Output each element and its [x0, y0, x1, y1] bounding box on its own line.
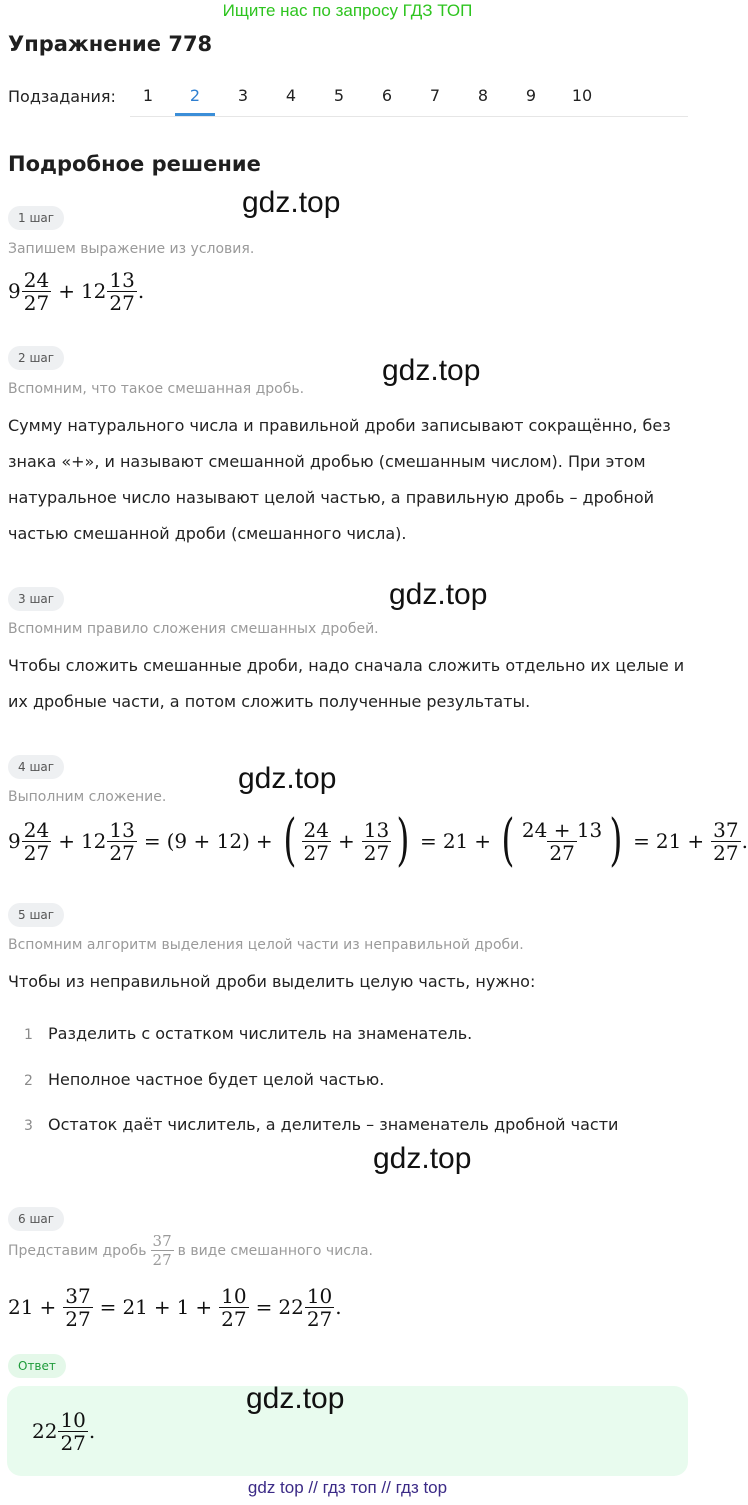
fraction: $\frac{24}{27}$: [23, 267, 50, 315]
subtasks-label: Подзадания:: [8, 87, 116, 106]
tab-6[interactable]: 6: [381, 86, 393, 105]
tab-9[interactable]: 9: [525, 86, 537, 105]
fraction: $\frac{13}{27}$: [109, 817, 135, 865]
step-6-hint: Представим дробь $\frac{37}{27}$ в виде смешанного числа.: [8, 1232, 373, 1269]
section-title: Подробное решение: [8, 152, 261, 176]
top-banner: Ищите нас по запросу ГДЗ ТОП: [222, 1, 473, 20]
step-6-expression: 21 + $\frac{37}{27}$ = 21 + 1 + $\frac{10}{27}$ = 22 $\frac{10}{27}$ .: [8, 1283, 342, 1331]
watermark: gdz.top: [382, 354, 481, 387]
watermark: gdz.top: [389, 578, 488, 611]
whole-part: 12: [80, 279, 107, 303]
step-1-expression: 9 $\frac{24}{27}$ + 12 $\frac{13}{27}$ .: [8, 267, 145, 315]
fraction: $\frac{13}{27}$: [109, 267, 135, 315]
whole-part: 9: [8, 279, 21, 303]
step-1-hint: Запишем выражение из условия.: [8, 241, 255, 257]
fraction: $\frac{10}{27}$: [221, 1283, 247, 1331]
step-5-badge: 5 шаг: [8, 903, 64, 927]
step-3-text: Чтобы сложить смешанные дроби, надо сначала сложить отдельно их целые и их дробные части, а потом сложить полученные результаты.: [8, 656, 685, 711]
step-6-badge: 6 шаг: [8, 1207, 64, 1231]
list-item: 1 Разделить с остатком числитель на знаменатель.: [24, 1024, 473, 1043]
step-5-text: Чтобы из неправильной дроби выделить целую часть, нужно:: [8, 972, 536, 991]
active-tab-underline: [175, 113, 215, 116]
list-item: 2 Неполное частное будет целой частью.: [24, 1070, 385, 1089]
watermark: gdz.top: [238, 762, 337, 795]
list-item: 3 Остаток даёт числитель, а делитель – знаменатель дробной части: [24, 1115, 619, 1134]
step-2-text: Сумму натурального числа и правильной дроби записывают сокращённо, без знака «+», и называют смешанной дробью (смешанным числом). При этом натуральное число называют целой частью, а правильную дробь – дробной частью смешанной дроби (смешанного числа).: [8, 416, 671, 543]
tab-3[interactable]: 3: [237, 86, 249, 105]
fraction: $\frac{24}{27}$: [23, 817, 50, 865]
watermark: gdz.top: [242, 186, 341, 219]
footer-links[interactable]: gdz top // гдз топ // гдз top: [247, 1478, 448, 1497]
answer-badge: Ответ: [8, 1354, 66, 1378]
tab-2[interactable]: 2: [189, 86, 201, 105]
fraction: $\frac{10}{27}$: [60, 1407, 86, 1455]
fraction: $\frac{13}{27}$: [363, 817, 390, 865]
page-title: Упражнение 778: [8, 32, 213, 56]
watermark: gdz.top: [246, 1382, 345, 1415]
step-3-hint: Вспомним правило сложения смешанных дробей.: [8, 621, 379, 637]
fraction: $\frac{24}{27}$: [303, 817, 329, 865]
answer-expression: 22 $\frac{10}{27}$ .: [32, 1407, 96, 1455]
step-5-hint: Вспомним алгоритм выделения целой части из неправильной дроби.: [8, 937, 524, 953]
step-4-badge: 4 шаг: [8, 755, 64, 779]
step-2-badge: 2 шаг: [8, 346, 64, 370]
step-4-hint: Выполним сложение.: [8, 789, 167, 805]
answer-box: [7, 1386, 688, 1476]
fraction: $\frac{37}{27}$: [713, 817, 739, 865]
tab-10[interactable]: 10: [571, 86, 593, 105]
step-2-hint: Вспомним, что такое смешанная дробь.: [8, 381, 305, 397]
fraction: $\frac{24 + 13}{27}$: [521, 817, 603, 865]
step-4-expression: 9 $\frac{24}{27}$ + 12 $\frac{13}{27}$ = (9 + 12) + ( $\frac{24}{27}$ + $\frac{13}{27}$ ) = 21 + ( $\frac{24 + 13}{27}$ ) = 21 + $\frac{37}{27}$ .: [8, 808, 748, 873]
tab-1[interactable]: 1: [142, 86, 154, 105]
tab-8[interactable]: 8: [477, 86, 489, 105]
step-3-badge: 3 шаг: [8, 587, 64, 611]
fraction: $\frac{10}{27}$: [306, 1283, 333, 1331]
inline-fraction: $\frac{37}{27}$: [152, 1232, 172, 1269]
fraction: $\frac{37}{27}$: [65, 1283, 91, 1331]
tab-7[interactable]: 7: [429, 86, 441, 105]
subtasks-tabs: [130, 80, 688, 117]
tab-4[interactable]: 4: [285, 86, 297, 105]
tab-5[interactable]: 5: [333, 86, 345, 105]
watermark: gdz.top: [373, 1142, 472, 1175]
plus-sign: +: [58, 279, 75, 303]
step-1-badge: 1 шаг: [8, 206, 64, 230]
